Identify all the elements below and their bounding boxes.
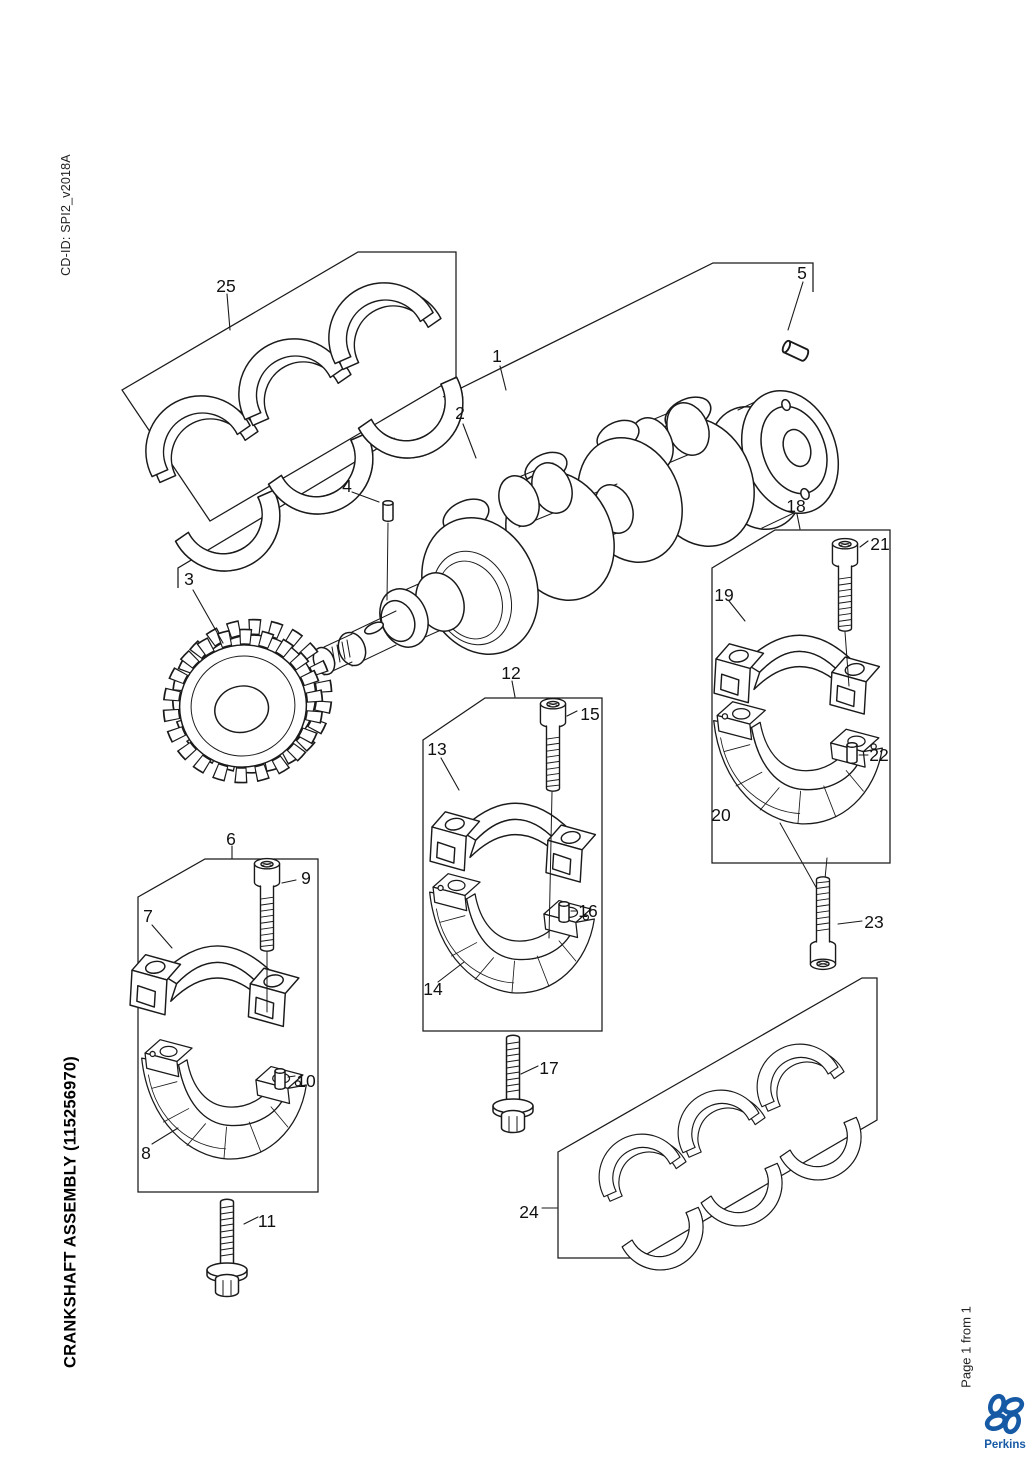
part-5-dowel-pin xyxy=(781,340,810,362)
callout-24: 24 xyxy=(519,1202,539,1222)
part-8-lower-bearing-cap xyxy=(142,1040,307,1159)
part-13-upper-bearing-cap xyxy=(430,803,595,882)
part-23-cap-screw xyxy=(810,877,835,970)
part-19-upper-bearing-cap xyxy=(714,635,879,714)
callout-21: 21 xyxy=(870,534,890,554)
callout-2: 2 xyxy=(455,403,465,423)
part-21-cap-screw xyxy=(832,539,857,632)
part-1-crankshaft xyxy=(309,377,854,678)
callout-18: 18 xyxy=(786,496,806,516)
callout-8: 8 xyxy=(141,1143,151,1163)
callout-12: 12 xyxy=(501,663,521,683)
callout-7: 7 xyxy=(143,906,153,926)
part-16-dowel-pin xyxy=(559,902,569,923)
page-title: CRANKSHAFT ASSEMBLY (115256970) xyxy=(61,1056,80,1368)
part-11-flange-bolt xyxy=(207,1199,247,1296)
callout-1: 1 xyxy=(492,346,502,366)
part-14-lower-bearing-cap xyxy=(430,874,598,993)
cd-id-label: CD-ID: SPI2_v2018A xyxy=(59,154,73,276)
callout-11: 11 xyxy=(257,1211,277,1231)
callout-9: 9 xyxy=(301,868,311,888)
callout-14: 14 xyxy=(423,979,443,999)
part-22-dowel-pin xyxy=(847,743,857,764)
page-number-label: Page 1 from 1 xyxy=(958,1306,974,1388)
part-3-crankshaft-gear xyxy=(157,614,339,789)
callout-22: 22 xyxy=(869,745,889,765)
perkins-wordmark: Perkins xyxy=(984,1439,1026,1451)
part-20-lower-bearing-cap xyxy=(714,702,883,824)
callout-6: 6 xyxy=(226,829,236,849)
part-24-main-bearing-shells-lower xyxy=(599,1044,861,1270)
part-9-cap-screw xyxy=(254,859,279,952)
perkins-logo xyxy=(978,1393,1032,1457)
callout-10: 10 xyxy=(296,1071,316,1091)
part-7-upper-bearing-cap xyxy=(130,946,299,1027)
callout-3: 3 xyxy=(184,569,194,589)
callout-13: 13 xyxy=(427,739,447,759)
callout-17: 17 xyxy=(539,1058,559,1078)
perkins-rings-icon xyxy=(985,1394,1024,1434)
callout-16: 16 xyxy=(578,901,598,921)
part-10-dowel-pin xyxy=(275,1069,285,1090)
part-4-dowel-pin xyxy=(383,501,393,522)
callout-23: 23 xyxy=(864,912,884,932)
callout-20: 20 xyxy=(711,805,731,825)
callout-5: 5 xyxy=(797,263,807,283)
callout-15: 15 xyxy=(580,704,600,724)
part-15-cap-screw xyxy=(540,699,565,792)
pin-4-guide-line xyxy=(387,523,388,600)
callout-19: 19 xyxy=(714,585,734,605)
part-25-main-bearing-shells-upper xyxy=(146,283,463,571)
group-bracket-1 xyxy=(443,263,813,397)
callout-25: 25 xyxy=(216,276,236,296)
part-17-flange-bolt xyxy=(493,1035,533,1132)
callout-4: 4 xyxy=(342,476,352,496)
